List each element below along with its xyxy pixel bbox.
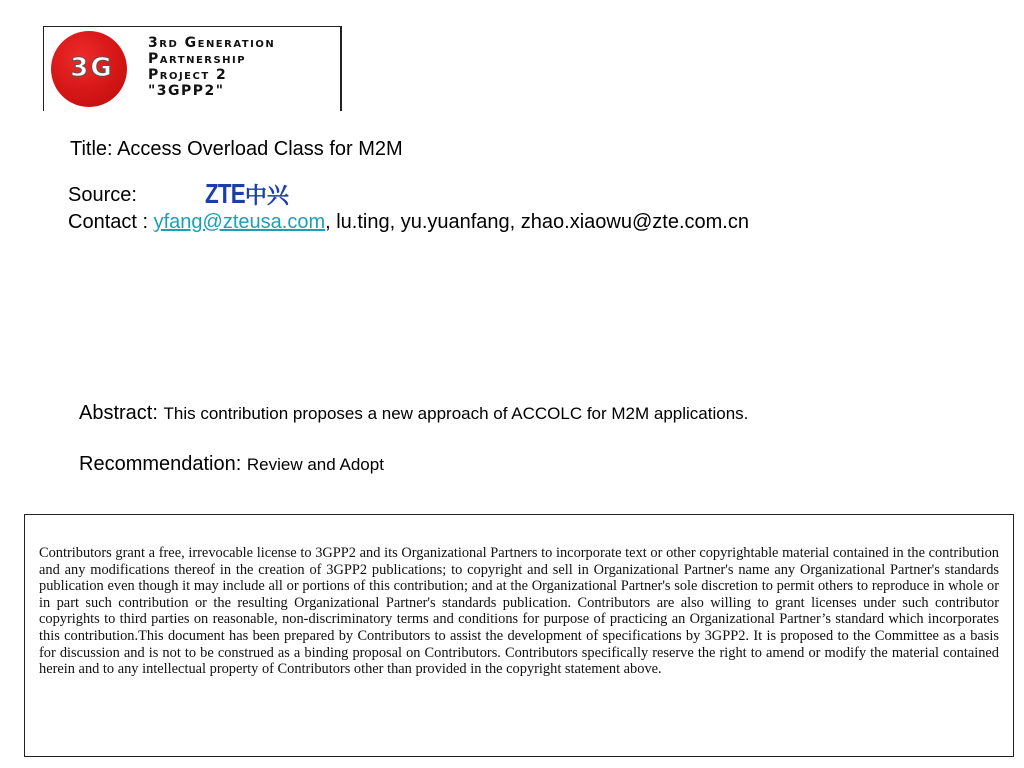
contact-row	[68, 210, 749, 234]
recommendation	[79, 451, 384, 478]
3gpp2-logo	[43, 26, 342, 111]
source-label: Source:	[68, 184, 137, 206]
contact-email-link[interactable]: yfang@zteusa.com	[153, 211, 326, 233]
contact-other-names: , lu.ting, yu.yuanfang, zhao.xiaowu@zte.com.cn	[325, 211, 749, 233]
document-title	[70, 137, 403, 161]
title-label: Title:	[70, 138, 113, 160]
logo-line-1: 3rd Generation	[148, 35, 276, 51]
logo-line-4: "3GPP2"	[148, 83, 225, 99]
logo-line-2: Partnership	[148, 51, 247, 67]
logo-wordmark	[148, 35, 275, 99]
abstract	[79, 400, 748, 427]
copyright-notice-box	[24, 514, 1014, 757]
title-value: Access Overload Class for M2M	[117, 138, 403, 160]
abstract-text: This contribution proposes a new approach of ACCOLC for M2M applications.	[163, 404, 749, 423]
logo-line-3: Project 2	[148, 67, 228, 83]
logo-border-left	[43, 26, 44, 111]
3g-badge-text: 3G	[70, 53, 114, 83]
recommendation-text: Review and Adopt	[246, 455, 384, 474]
contact-label: Contact :	[68, 211, 149, 233]
source-row	[68, 183, 137, 207]
zte-logo-latin: ZTE	[205, 178, 245, 209]
logo-border-right	[340, 26, 342, 111]
zte-logo	[205, 180, 299, 208]
recommendation-label: Recommendation:	[79, 453, 242, 475]
logo-border-top	[43, 26, 342, 27]
zte-logo-chinese: 中兴	[244, 184, 289, 209]
copyright-notice-text: Contributors grant a free, irrevocable license to 3GPP2 and its Organizational Partners to incorporate text or other copyrightable material contained in the contribution and any modifications thereof in the creation of 3GPP2 publications; to copyright and sell in Organizational Partner's name any Organizational Partner's standards publication even though it may include all or portions of this contribution; and at the Organizational Partner's sole discretion to permit others to reproduce in whole or in part such contribution or the resulting Organizational Partner's standards publication. Contributors are also willing to grant licenses under such contributor copyrights to third parties on reasonable, non-discriminatory terms and conditions for purpose of practicing an Organizational Partner’s standard which incorporates this contribution.This document has been prepared by Contributors to assist the development of specifications by 3GPP2. It is proposed to the Committee as a basis for discussion and is not to be construed as a binding proposal on Contributors. Contributors specifically reserve the right to amend or modify the material contained herein and to any intellectual property of Contributors other than provided in the copyright statement above.	[39, 545, 999, 678]
abstract-label: Abstract:	[79, 402, 158, 424]
